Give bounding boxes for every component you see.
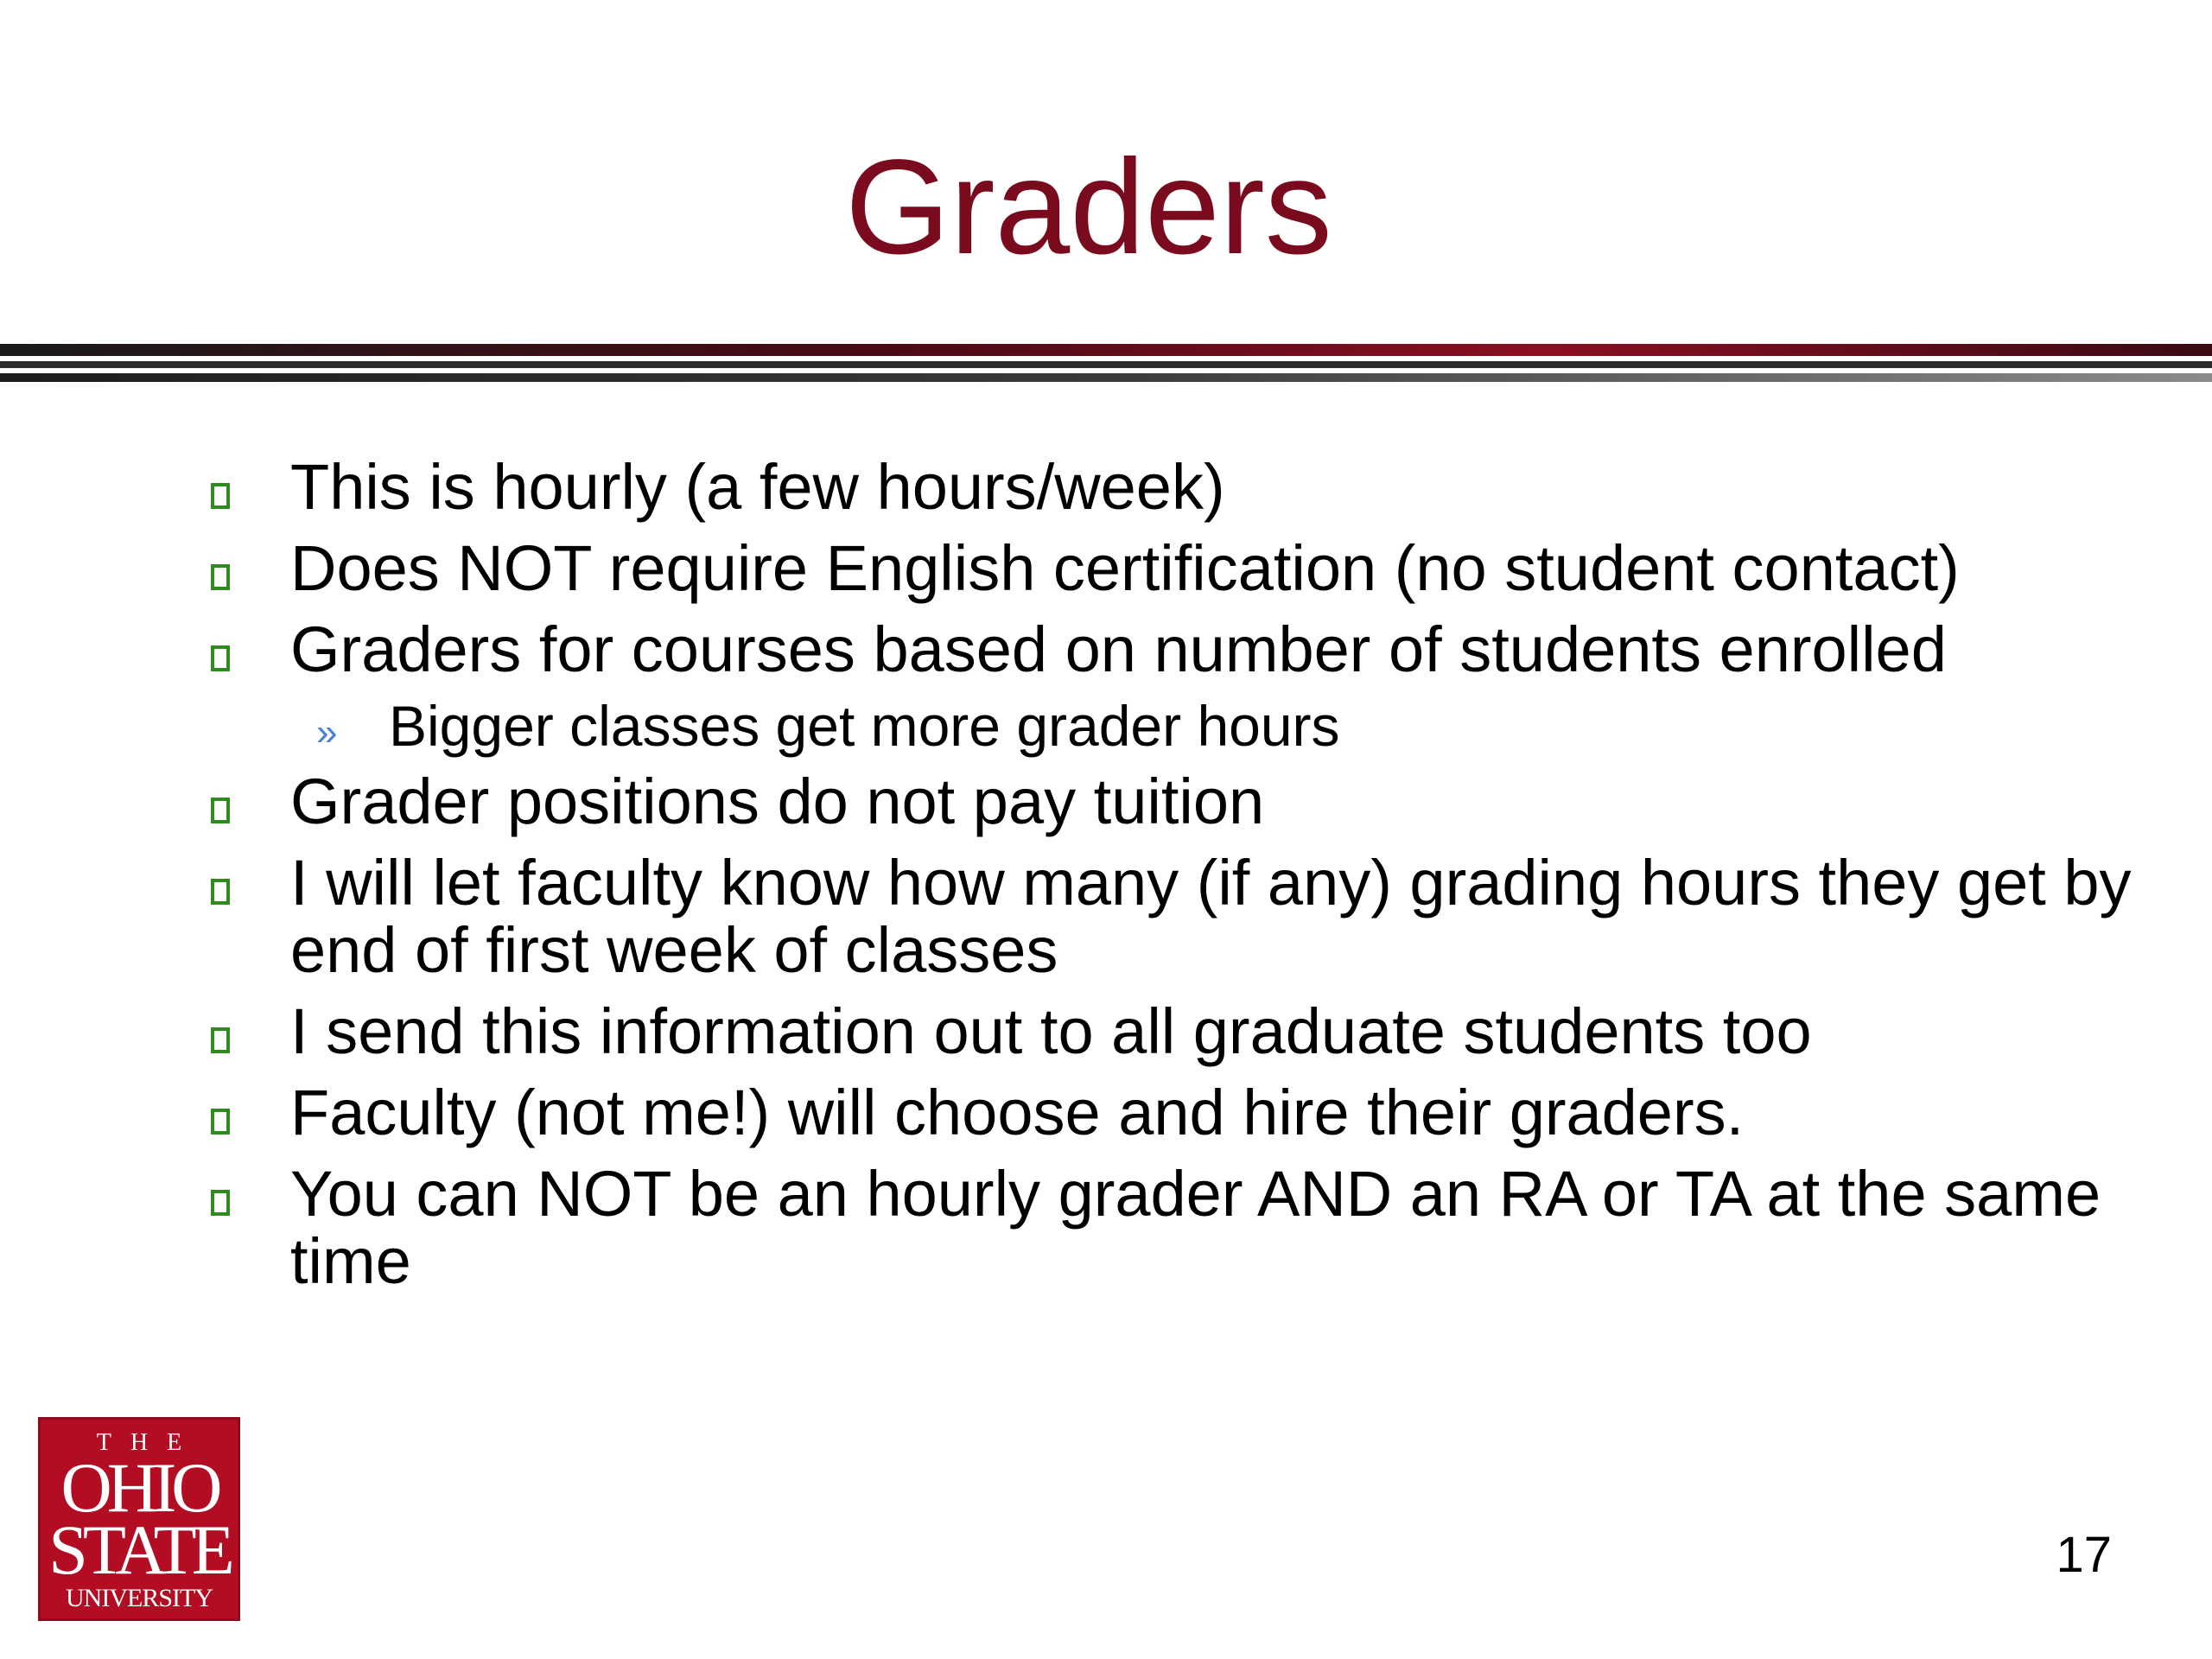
bullet-item: [199, 849, 2143, 984]
bullet-text: I send this information out to all graduate students too: [290, 995, 1812, 1067]
hollow-square-bullet-icon: [211, 879, 230, 905]
bullet-item: [199, 1079, 2143, 1147]
title-divider-bottom: [0, 373, 2212, 382]
logo-state-text: STATE: [48, 1510, 230, 1589]
bullet-item: [199, 451, 2143, 523]
hollow-square-bullet-icon: [211, 798, 230, 823]
slide-title: Graders: [845, 132, 1332, 283]
bullet-item: [199, 613, 2143, 685]
hollow-square-bullet-icon: [211, 564, 230, 590]
double-chevron-icon: »: [316, 711, 338, 753]
hollow-square-bullet-icon: [211, 1190, 230, 1216]
title-divider-top: [0, 344, 2212, 356]
logo-the-text: THE: [96, 1429, 201, 1456]
bullet-item: [199, 532, 2143, 604]
bullet-item: [199, 995, 2143, 1067]
bullet-text: Faculty (not me!) will choose and hire their graders.: [290, 1077, 1745, 1148]
bullet-text: I will let faculty know how many (if any) grading hours they get by end of first week of classes: [290, 847, 2132, 986]
bullet-text: Does NOT require English certification (no student contact): [290, 532, 1960, 604]
bullet-text: Graders for courses based on number of students enrolled: [290, 613, 1947, 685]
ohio-state-university-logo: [38, 1417, 240, 1621]
logo-ohio-text: OHIO: [60, 1448, 218, 1527]
bullet-list: [199, 451, 2143, 1309]
hollow-square-bullet-icon: [211, 645, 230, 671]
hollow-square-bullet-icon: [211, 1027, 230, 1053]
logo-university-text: UNIVERSITY: [66, 1584, 213, 1612]
hollow-square-bullet-icon: [211, 1109, 230, 1135]
sub-bullet-text: Bigger classes get more grader hours: [389, 694, 1340, 758]
bullet-item: [199, 1160, 2143, 1295]
page-number: 17: [2056, 1527, 2112, 1583]
bullet-text: Grader positions do not pay tuition: [290, 766, 1265, 837]
bullet-item: [199, 768, 2143, 836]
bullet-text: This is hourly (a few hours/week): [290, 451, 1225, 523]
title-divider-middle: [0, 361, 2212, 368]
hollow-square-bullet-icon: [211, 483, 230, 509]
bullet-text: You can NOT be an hourly grader AND an RA or TA at the same time: [290, 1158, 2101, 1297]
sub-bullet-item: [199, 694, 2143, 758]
